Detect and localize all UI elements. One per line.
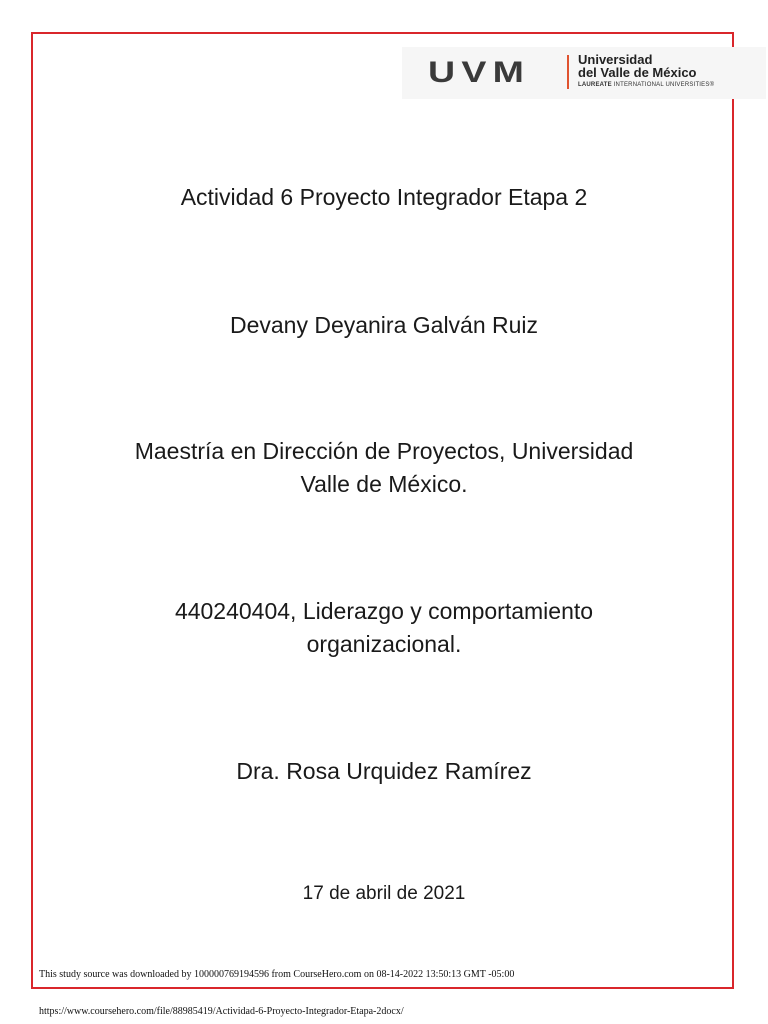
logo-mark: UVM: [428, 56, 531, 89]
page-border-frame: [31, 32, 734, 989]
logo-laureate-rest: INTERNATIONAL UNIVERSITIES®: [611, 82, 715, 88]
program-line-1: Maestría en Dirección de Proyectos, Universidad: [134, 438, 634, 464]
logo-divider: [567, 55, 569, 89]
course-line-2: organizacional.: [306, 631, 462, 657]
document-title: Actividad 6 Proyecto Integrador Etapa 2: [180, 184, 588, 210]
logo-wordmark: [578, 53, 714, 90]
author-name: Devany Deyanira Galván Ruiz: [229, 312, 539, 338]
logo-line-valle: del Valle de México: [578, 65, 697, 80]
logo-laureate-bold: LAUREATE: [578, 82, 612, 88]
source-url[interactable]: https://www.coursehero.com/file/88985419/Actividad-6-Proyecto-Integrador-Etapa-2docx/: [39, 1006, 404, 1017]
document-date: 17 de abril de 2021: [302, 883, 466, 904]
study-source-notice: This study source was downloaded by 100000769194596 from CourseHero.com on 08-14-2022 13:50:13 GMT -05:00: [39, 969, 515, 980]
logo-line-laureate: [578, 80, 714, 90]
logo-line-universidad: Universidad: [578, 52, 653, 67]
professor-name: Dra. Rosa Urquidez Ramírez: [236, 758, 532, 784]
program-line-2: Valle de México.: [300, 471, 468, 497]
course-line-1: 440240404, Liderazgo y comportamiento: [174, 598, 594, 624]
uvm-logo: [402, 47, 766, 99]
